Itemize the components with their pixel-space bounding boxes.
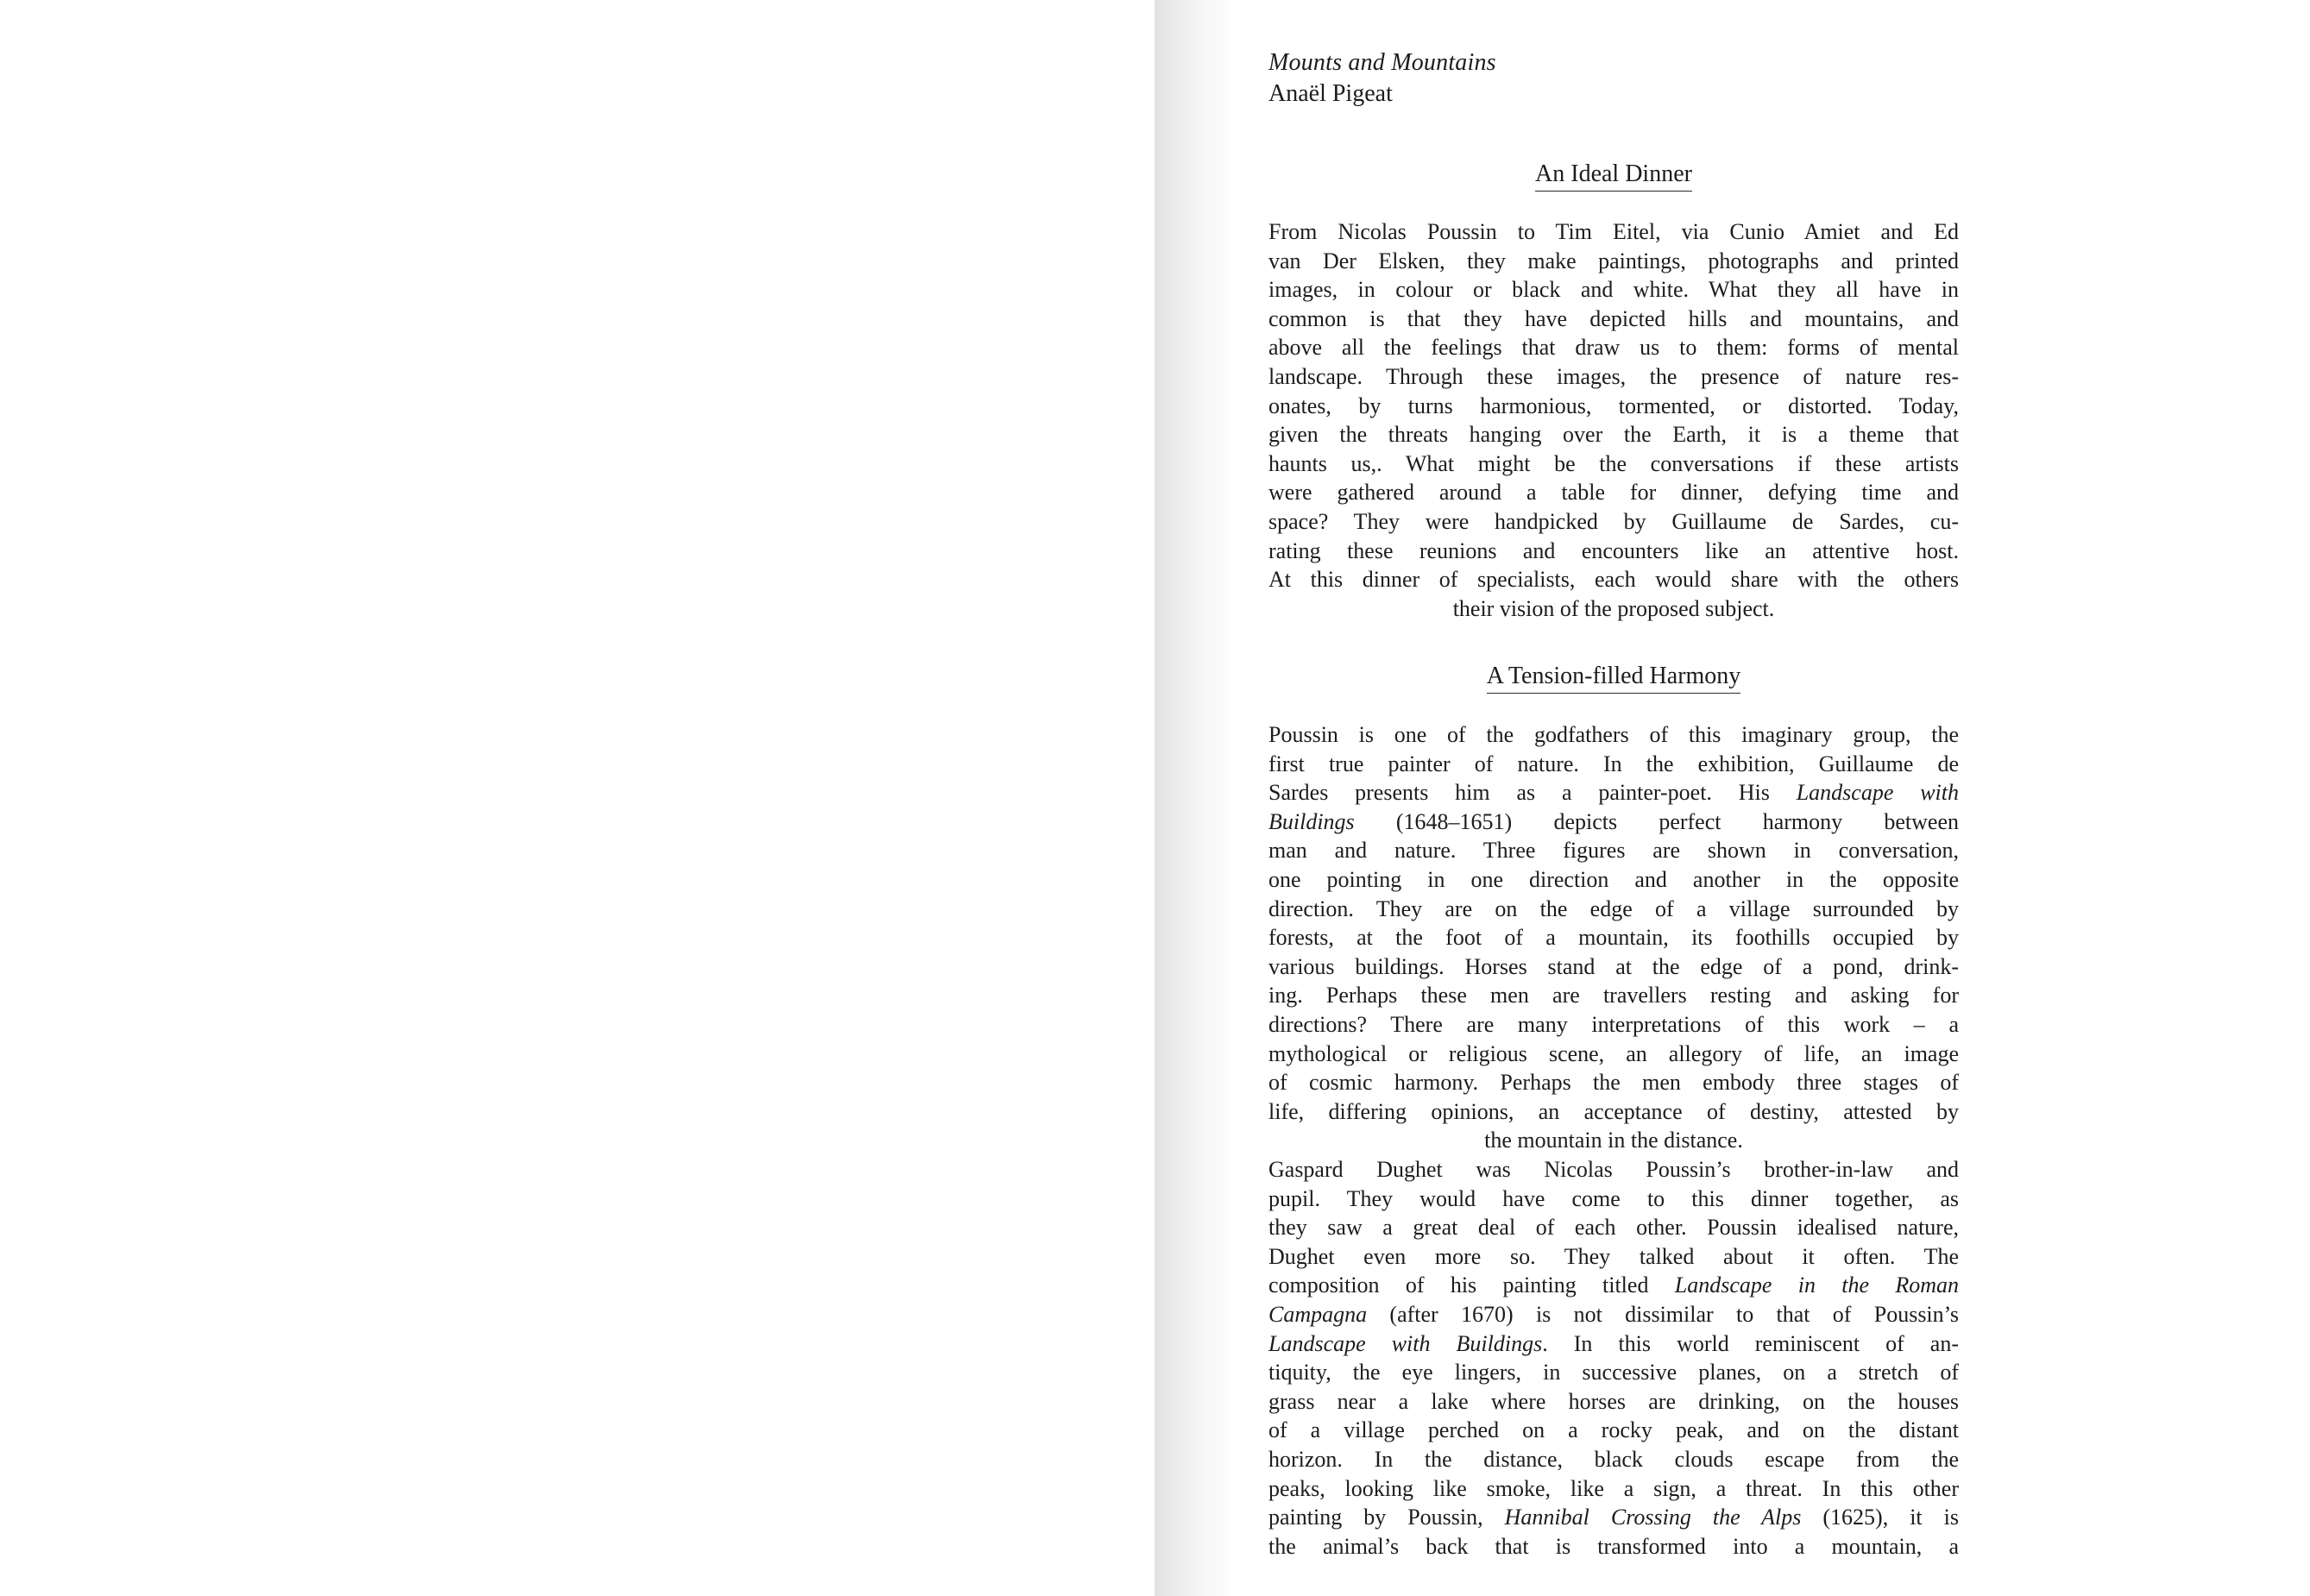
text-line: Poussin is one of the godfathers of this imaginary group, the	[1268, 722, 1959, 747]
text-line: rating these reunions and encounters like an attentive host.	[1268, 537, 1959, 563]
text-line: mythological or religious scene, an allegory of life, an image	[1268, 1040, 1959, 1066]
text-line: From Nicolas Poussin to Tim Eitel, via Cunio Amiet and Ed	[1268, 219, 1959, 244]
text-line: Sardes presents him as a painter-poet. His Landscape with	[1268, 780, 1959, 806]
text-line: of cosmic harmony. Perhaps the men embody three stages of	[1268, 1070, 1959, 1096]
text-line: they saw a great deal of each other. Poussin idealised nature,	[1268, 1215, 1959, 1241]
text-line: images, in colour or black and white. What they all have in	[1268, 277, 1959, 303]
text-line: pupil. They would have come to this dinner together, as	[1268, 1185, 1959, 1211]
text-line: ing. Perhaps these men are travellers resting and asking for	[1268, 983, 1959, 1008]
text-line: man and nature. Three figures are shown in conversation,	[1268, 838, 1959, 864]
text-line: onates, by turns harmonious, tormented, or distorted. Today,	[1268, 393, 1959, 418]
page-title: Mounts and Mountains	[1268, 49, 1496, 76]
text-line: peaks, looking like smoke, like a sign, a threat. In this other	[1268, 1475, 1959, 1501]
text-line: Dughet even more so. They talked about it often. The	[1268, 1243, 1959, 1269]
text-line: Buildings (1648–1651) depicts perfect harmony between	[1268, 808, 1959, 834]
text-line: direction. They are on the edge of a village surrounded by	[1268, 895, 1959, 921]
page-author: Anaël Pigeat	[1268, 80, 1393, 107]
text-line: tiquity, the eye lingers, in successive planes, on a stretch of	[1268, 1360, 1959, 1386]
text-line: the mountain in the distance.	[1484, 1128, 1743, 1153]
text-line: common is that they have depicted hills and mountains, and	[1268, 305, 1959, 331]
paragraph-block	[1268, 720, 1959, 1155]
paragraph-block	[1268, 217, 1959, 623]
page-gutter-shadow	[1155, 0, 1237, 1596]
text-line: first true painter of nature. In the exhibition, Guillaume de	[1268, 751, 1959, 776]
text-line: their vision of the proposed subject.	[1452, 595, 1775, 621]
text-line: grass near a lake where horses are drinking, on the houses	[1268, 1388, 1959, 1414]
paragraph-block	[1268, 1155, 1959, 1561]
text-line: of a village perched on a rocky peak, and on the distant	[1268, 1417, 1959, 1443]
text-line: life, differing opinions, an acceptance of destiny, attested by	[1268, 1098, 1959, 1124]
text-line: painting by Poussin, Hannibal Crossing the Alps (1625), it is	[1268, 1505, 1959, 1530]
text-line: At this dinner of specialists, each would share with the others	[1268, 567, 1959, 593]
text-line: Campagna (after 1670) is not dissimilar to that of Poussin’s	[1268, 1301, 1959, 1327]
text-line: Landscape with Buildings. In this world reminiscent of an-	[1268, 1330, 1960, 1356]
text-line: were gathered around a table for dinner, defying time and	[1268, 480, 1959, 506]
text-line: Gaspard Dughet was Nicolas Poussin’s brother-in-law and	[1268, 1157, 1959, 1182]
text-line: various buildings. Horses stand at the edge of a pond, drink-	[1268, 953, 1959, 979]
section-heading	[1268, 663, 1959, 694]
text-line: space? They were handpicked by Guillaume de Sardes, cu-	[1268, 508, 1959, 534]
text-line: haunts us,. What might be the conversations if these artists	[1268, 450, 1959, 476]
text-line: horizon. In the distance, black clouds escape from the	[1268, 1446, 1959, 1472]
text-line: above all the feelings that draw us to them: forms of mental	[1268, 335, 1959, 361]
article-header	[1268, 47, 1959, 110]
section-heading-text: An Ideal Dinner	[1535, 160, 1692, 192]
text-line: forests, at the foot of a mountain, its foothills occupied by	[1268, 925, 1959, 951]
text-line: directions? There are many interpretations of this work – a	[1268, 1011, 1959, 1037]
text-line: the animal’s back that is transformed into a mountain, a	[1268, 1533, 1959, 1559]
text-line: landscape. Through these images, the presence of nature res-	[1268, 363, 1959, 389]
text-line: van Der Elsken, they make paintings, photographs and printed	[1268, 248, 1959, 273]
section-heading-text: A Tension-filled Harmony	[1487, 663, 1741, 694]
text-line: composition of his painting titled Landscape in the Roman	[1268, 1272, 1960, 1298]
text-line: given the threats hanging over the Earth, it is a theme that	[1268, 422, 1959, 448]
section-heading	[1268, 160, 1959, 192]
text-line: one pointing in one direction and another in the opposite	[1268, 866, 1959, 892]
